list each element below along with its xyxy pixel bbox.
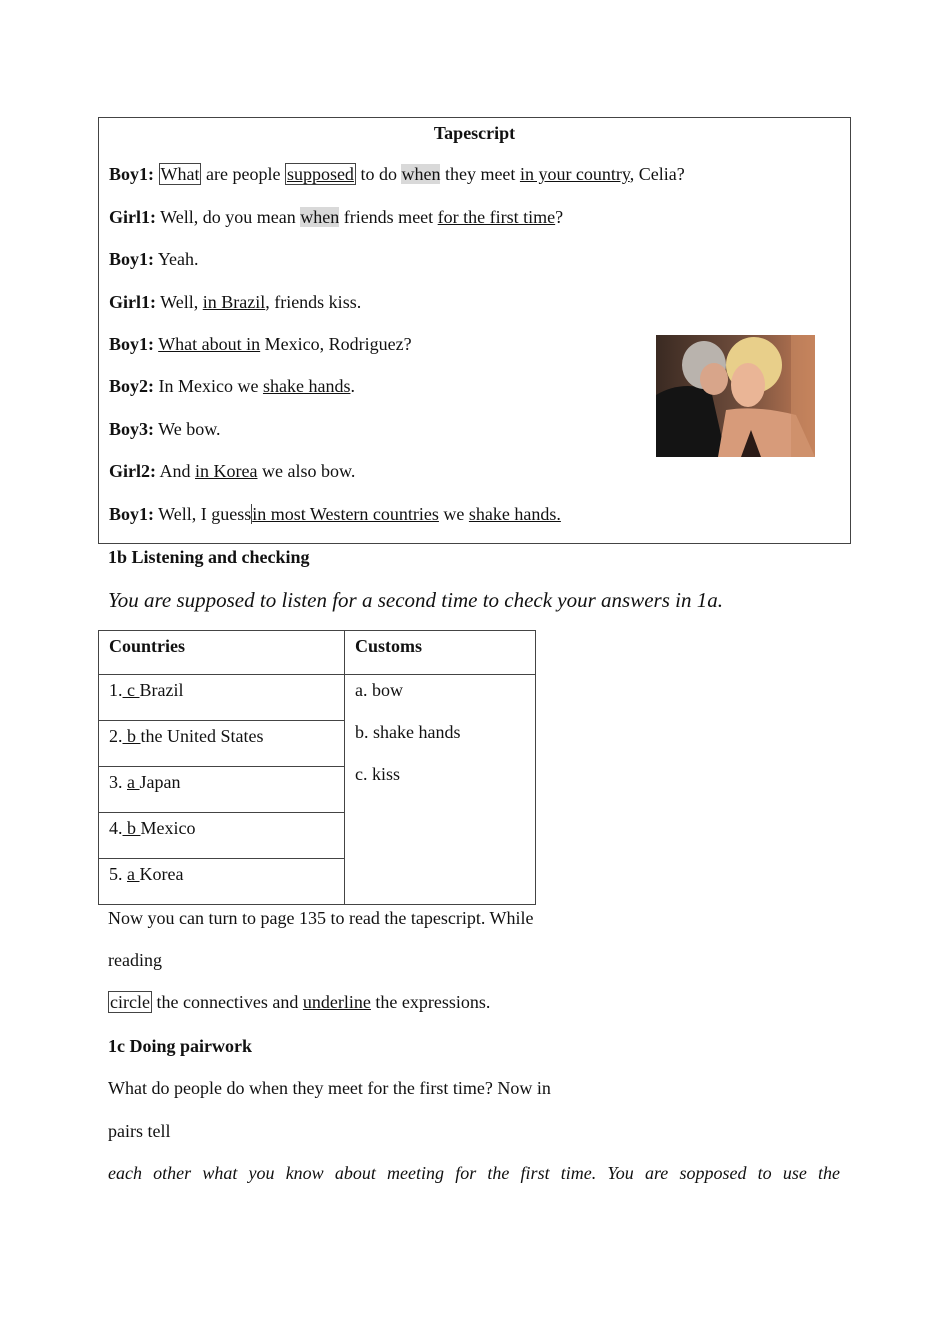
- table-row: [109, 772, 180, 793]
- section-1b-instruction: You are supposed to listen for a second time to check your answers in 1a.: [108, 588, 723, 612]
- highlighted-word: when: [401, 164, 441, 184]
- row-answer: a: [127, 864, 140, 884]
- row-number: 3.: [109, 772, 127, 792]
- tapescript-line-6: [109, 376, 355, 397]
- section-1c-line-2: pairs tell: [108, 1121, 171, 1141]
- underlined-expression: What about in: [158, 334, 261, 354]
- circled-connective: supposed: [286, 164, 354, 184]
- line-text: Well,: [156, 292, 203, 312]
- tapescript-line-7: [109, 419, 221, 440]
- header-customs: Customs: [355, 636, 423, 656]
- underlined-expression: in most Western countries: [252, 504, 439, 524]
- section-1b-heading: 1b Listening and checking: [108, 547, 310, 567]
- row-number: 2.: [109, 726, 123, 746]
- table-header-divider: [99, 674, 535, 675]
- after-table-line-1: Now you can turn to page 135 to read the tapescript. While: [108, 908, 534, 928]
- highlighted-word: when: [300, 207, 340, 227]
- underlined-expression: in your country: [519, 164, 630, 184]
- line-text: Yeah.: [154, 249, 199, 269]
- underlined-expression: shake hands: [262, 376, 351, 396]
- custom-option: b. shake hands: [355, 722, 461, 742]
- table-row: [109, 680, 183, 701]
- section-1c-heading: 1c Doing pairwork: [108, 1036, 252, 1056]
- circle-example: circle: [110, 992, 150, 1012]
- speaker-label: Boy2:: [109, 376, 154, 396]
- custom-option: a. bow: [355, 680, 403, 700]
- line-text: , Celia?: [629, 164, 685, 184]
- row-number: 1.: [109, 680, 123, 700]
- line-text: we: [438, 504, 469, 524]
- line-text: And: [156, 461, 196, 481]
- line-text: Mexico, Rodriguez?: [260, 334, 412, 354]
- row-answer: a: [127, 772, 140, 792]
- tapescript-line-8: [109, 461, 355, 482]
- row-number: 4.: [109, 818, 123, 838]
- underlined-expression: in Korea: [195, 461, 258, 481]
- table-column-divider: [344, 631, 345, 904]
- header-countries: Countries: [109, 636, 185, 656]
- row-number: 5.: [109, 864, 127, 884]
- table-row-divider: [99, 812, 344, 813]
- line-text: We bow.: [154, 419, 221, 439]
- line-text: they meet: [440, 164, 520, 184]
- line-text: we also bow.: [257, 461, 356, 481]
- speaker-label: Girl2:: [109, 461, 156, 481]
- line-text: .: [350, 376, 355, 396]
- tapescript-title: Tapescript: [433, 123, 516, 143]
- row-country: Mexico: [140, 818, 196, 838]
- underlined-expression: shake hands.: [468, 504, 561, 524]
- table-row-divider: [99, 858, 344, 859]
- line-text: are people: [201, 164, 285, 184]
- line-text: , friends kiss.: [265, 292, 362, 312]
- tapescript-line-3: [109, 249, 199, 270]
- photo-illustration: [656, 335, 815, 457]
- table-row: [109, 726, 263, 747]
- line-text: to do: [355, 164, 402, 184]
- line-text: In Mexico we: [154, 376, 263, 396]
- underline-example: underline: [302, 992, 371, 1012]
- table-row-divider: [99, 720, 344, 721]
- section-1c-line-3: each other what you know about meeting for the first time. You are sopposed to use the: [108, 1163, 840, 1183]
- tapescript-line-2: [109, 207, 563, 228]
- after-table-line-3: [108, 992, 490, 1013]
- circled-connective: What: [160, 164, 200, 184]
- speaker-label: Boy1:: [109, 504, 154, 524]
- table-row: [109, 818, 195, 839]
- speaker-label: Boy1:: [109, 249, 154, 269]
- speaker-label: Boy3:: [109, 419, 154, 439]
- speaker-label: Girl1:: [109, 207, 156, 227]
- row-country: Korea: [139, 864, 184, 884]
- underlined-expression: in Brazil: [202, 292, 266, 312]
- row-answer: b: [122, 726, 141, 746]
- matching-table: [98, 630, 536, 905]
- after-table-line-2: reading: [108, 950, 162, 970]
- custom-option: c. kiss: [355, 764, 400, 784]
- row-answer: b: [122, 818, 141, 838]
- speaker-label: Boy1:: [109, 334, 154, 354]
- table-row: [109, 864, 183, 885]
- line-text: Well, I guess: [154, 504, 252, 524]
- line-text: ?: [555, 207, 564, 227]
- row-country: Japan: [139, 772, 181, 792]
- underlined-expression: for the first time: [437, 207, 556, 227]
- tapescript-line-9: [109, 504, 561, 525]
- tapescript-line-5: [109, 334, 412, 355]
- line-text: the expressions.: [370, 992, 491, 1012]
- line-text: Well, do you mean: [156, 207, 301, 227]
- table-row-divider: [99, 766, 344, 767]
- tapescript-line-1: [109, 164, 685, 185]
- row-answer: c: [122, 680, 140, 700]
- tapescript-line-4: [109, 292, 361, 313]
- greeting-kiss-photo: [656, 335, 815, 457]
- row-country: the United States: [140, 726, 264, 746]
- row-country: Brazil: [139, 680, 184, 700]
- line-text: friends meet: [339, 207, 438, 227]
- speaker-label: Girl1:: [109, 292, 156, 312]
- line-text: the connectives and: [151, 992, 303, 1012]
- tapescript-box: [98, 117, 851, 544]
- speaker-label: Boy1:: [109, 164, 154, 184]
- section-1c-line-1: What do people do when they meet for the first time? Now in: [108, 1078, 551, 1098]
